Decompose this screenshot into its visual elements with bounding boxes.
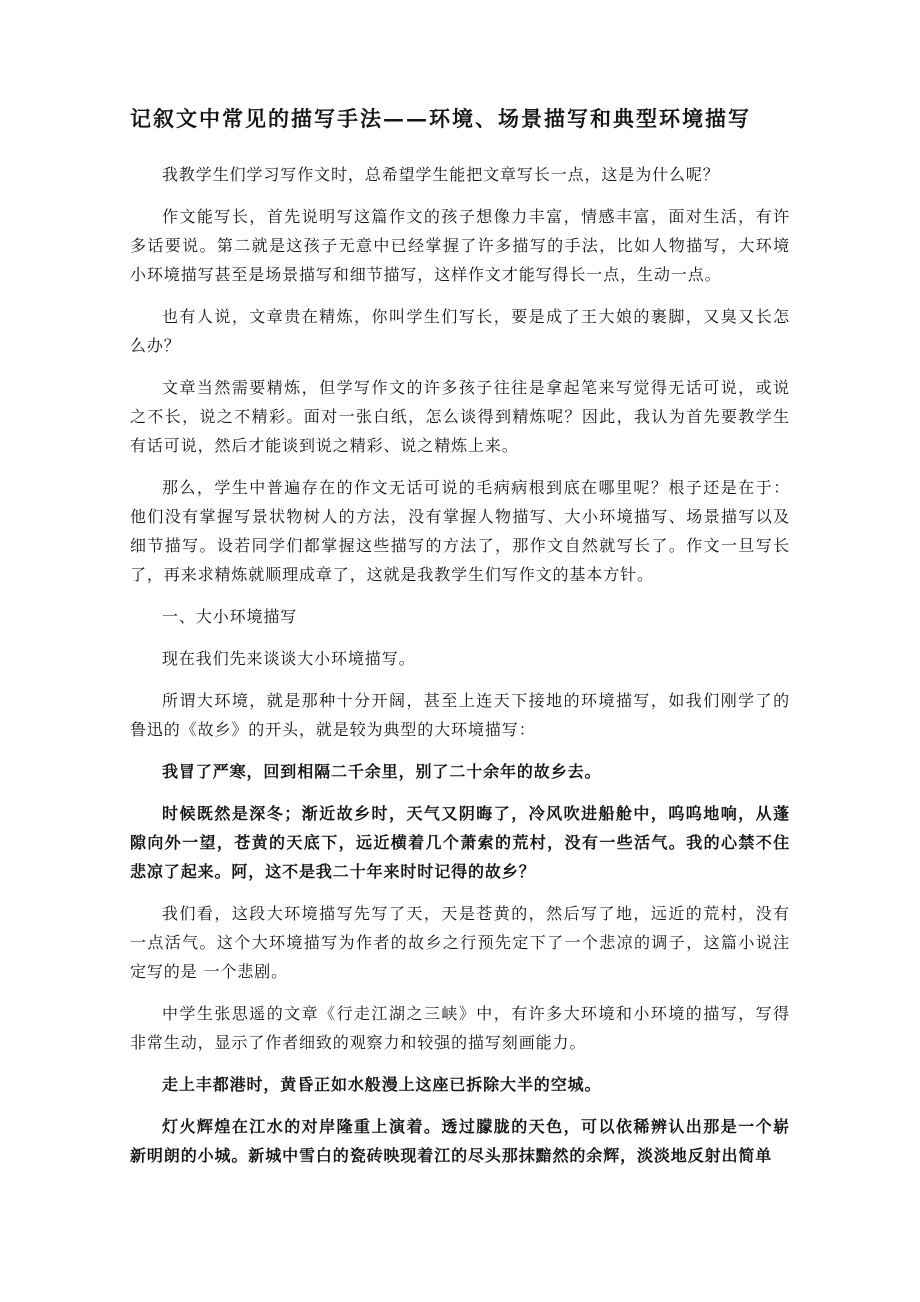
paragraph: 我教学生们学习写作文时，总希望学生能把文章写长一点，这是为什么呢？	[162, 165, 720, 184]
paragraph: 也有人说，文章贵在精炼，你叫学生们写长，要是成了王大娘的裹脚，又臭又长怎 么办？	[130, 307, 790, 355]
paragraph: 作文能写长，首先说明写这篇作文的孩子想像力丰富，情感丰富，面对生活，有许 多话要说。第二就是这孩子无意中已经掌握了许多描写的手法，比如人物描写，大环境 小环境描写甚至是场景描写和细节描写，这样作文才能写得长一点，生动一点。	[130, 207, 790, 284]
paragraph: 文章当然需要精炼，但学写作文的许多孩子往往是拿起笔来写觉得无话可说，或说 之不长，说之不精彩。面对一张白纸，怎么谈得到精炼呢？因此，我认为首先要教学生 有话可说，然后才能谈到说之精彩、说之精炼上来。	[130, 378, 790, 455]
paragraph: 走上丰都港时，黄昏正如水般漫上这座已拆除大半的空城。	[162, 1075, 602, 1094]
paragraph-list	[130, 160, 790, 1170]
paragraph: 我冒了严寒，回到相隔二千余里，别了二十余年的故乡去。	[162, 762, 602, 781]
paragraph: 那么，学生中普遍存在的作文无话可说的毛病病根到底在哪里呢？根子还是在于： 他们没有掌握写景状物树人的方法，没有掌握人物描写、大小环境描写、场景描写以及 细节描写。设若同学们都掌握这些描写的方法了，那作文自然就写长了。作文一旦写长 了，再来求精炼就顺理成章了，这就是我教学生们写作文的基本方针。	[130, 478, 790, 584]
paragraph: 灯火辉煌在江水的对岸隆重上演着。透过朦胧的天色，可以依稀辨认出那是一个崭 新明朗的小城。新城中雪白的瓷砖映现着江的尽头那抹黯然的余辉，淡淡地反射出简单	[130, 1117, 790, 1165]
paragraph: 现在我们先来谈谈大小环境描写。	[162, 649, 416, 668]
paragraph: 所谓大环境，就是那种十分开阔，甚至上连天下接地的环境描写，如我们刚学了的 鲁迅的《故乡》的开头，就是较为典型的大环境描写：	[130, 691, 790, 739]
paragraph: 中学生张思遥的文章《行走江湖之三峡》中，有许多大环境和小环境的描写，写得 非常生动，显示了作者细致的观察力和较强的描写刻画能力。	[130, 1004, 790, 1052]
paragraph: 时候既然是深冬；渐近故乡时，天气又阴晦了，冷风吹进船舱中，呜呜地响，从蓬 隙向外一望，苍黄的天底下，远近横着几个萧索的荒村，没有一些活气。我的心禁不住 悲凉了起来。阿，这不是我二十年来时时记得的故乡？	[130, 804, 790, 881]
paragraph: 我们看，这段大环境描写先写了天，天是苍黄的，然后写了地，远近的荒村，没有 一点活气。这个大环境描写为作者的故乡之行预先定下了一个悲凉的调子，这篇小说注 定写的是 一个悲剧。	[130, 904, 790, 981]
section-heading: 一、大小环境描写	[162, 607, 298, 626]
document-title: 记叙文中常见的描写手法——环境、场景描写和典型环境描写	[130, 106, 751, 131]
